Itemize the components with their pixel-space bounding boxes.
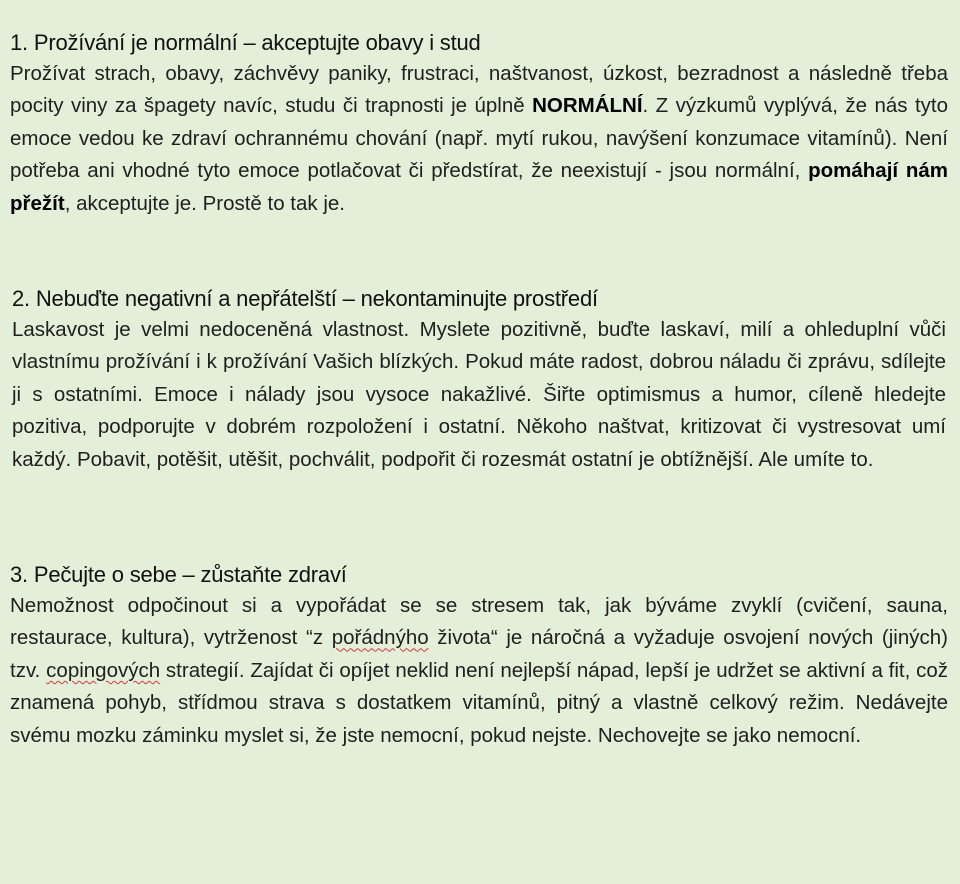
section-2-text: Laskavost je velmi nedoceněná vlastnost. Myslete pozitivně, buďte laskaví, milí a ohleduplní vůči vlastnímu prožívání i k prožívání Vašich blízkých. Pokud máte radost, dobrou náladu či zprávu, sdílejte ji s ostatními. Emoce i nálady jsou vysoce nakažlivé. Šiřte optimismus a humor, cíleně hledejte pozitiva, podporujte v dobrém rozpoložení i ostatní. Někoho naštvat, kritizovat či vystresovat umí každý. Pobavit, potěšit, utěšit, pochválit, podpořit či rozesmát ostatní je obtížnější. Ale umíte to. (12, 318, 946, 471)
section-3-spellcheck-word: pořádnýho (331, 626, 429, 650)
section-3-text (10, 590, 948, 752)
section-1-heading: 1. Prožívání je normální – akceptujte obavy i stud (10, 30, 481, 55)
section-1-text-part: , akceptujte je. Prostě to tak je. (64, 191, 346, 215)
section-2-heading: 2. Nebuďte negativní a nepřátelští – nekontaminujte prostředí (12, 286, 598, 311)
section-3-heading: 3. Pečujte o sebe – zůstaňte zdraví (10, 562, 347, 587)
section-1 (10, 28, 948, 220)
section-1-text-part: . Z výzkumů vyplývá, že nás tyto emoce vedou ke zdraví ochrannému chování (např. mytí rukou, navýšení konzumace vitamínů). Není potřeba ani vhodné tyto emoce potlačovat či předstírat, že neexistují - jsou normální, (10, 94, 948, 183)
section-3-text-part: života“ je náročná a vyžaduje osvojení nových (jiných) tzv. (10, 626, 948, 682)
section-3-text-part: Nemožnost odpočinout si a vypořádat se se stresem tak, jak býváme zvyklí (cvičení, sauna, restaurace, kultura), vytrženost “z (10, 594, 948, 650)
section-2 (12, 284, 946, 476)
section-3 (10, 560, 948, 752)
section-1-emphasis-survive: pomáhají nám přežít (10, 159, 948, 215)
section-1-emphasis-normal: NORMÁLNÍ (532, 94, 643, 118)
section-1-text-part: Prožívat strach, obavy, záchvěvy paniky, frustraci, naštvanost, úzkost, bezradnost a následně třeba pocity viny za špagety navíc, studu či trapnosti je úplně (10, 62, 948, 118)
section-3-text-part: strategií. Zajídat či opíjet neklid není nejlepší nápad, lepší je udržet se aktivní a fit, což znamená pohyb, střídmou strava s dostatkem vitamínů, pitný a vlastně celkový režim. Nedávejte svému mozku záminku myslet si, že jste nemocní, pokud nejste. Nechovejte se jako nemocní. (10, 658, 948, 747)
section-3-spellcheck-word: copingových (46, 658, 161, 682)
section-1-text (10, 58, 948, 220)
